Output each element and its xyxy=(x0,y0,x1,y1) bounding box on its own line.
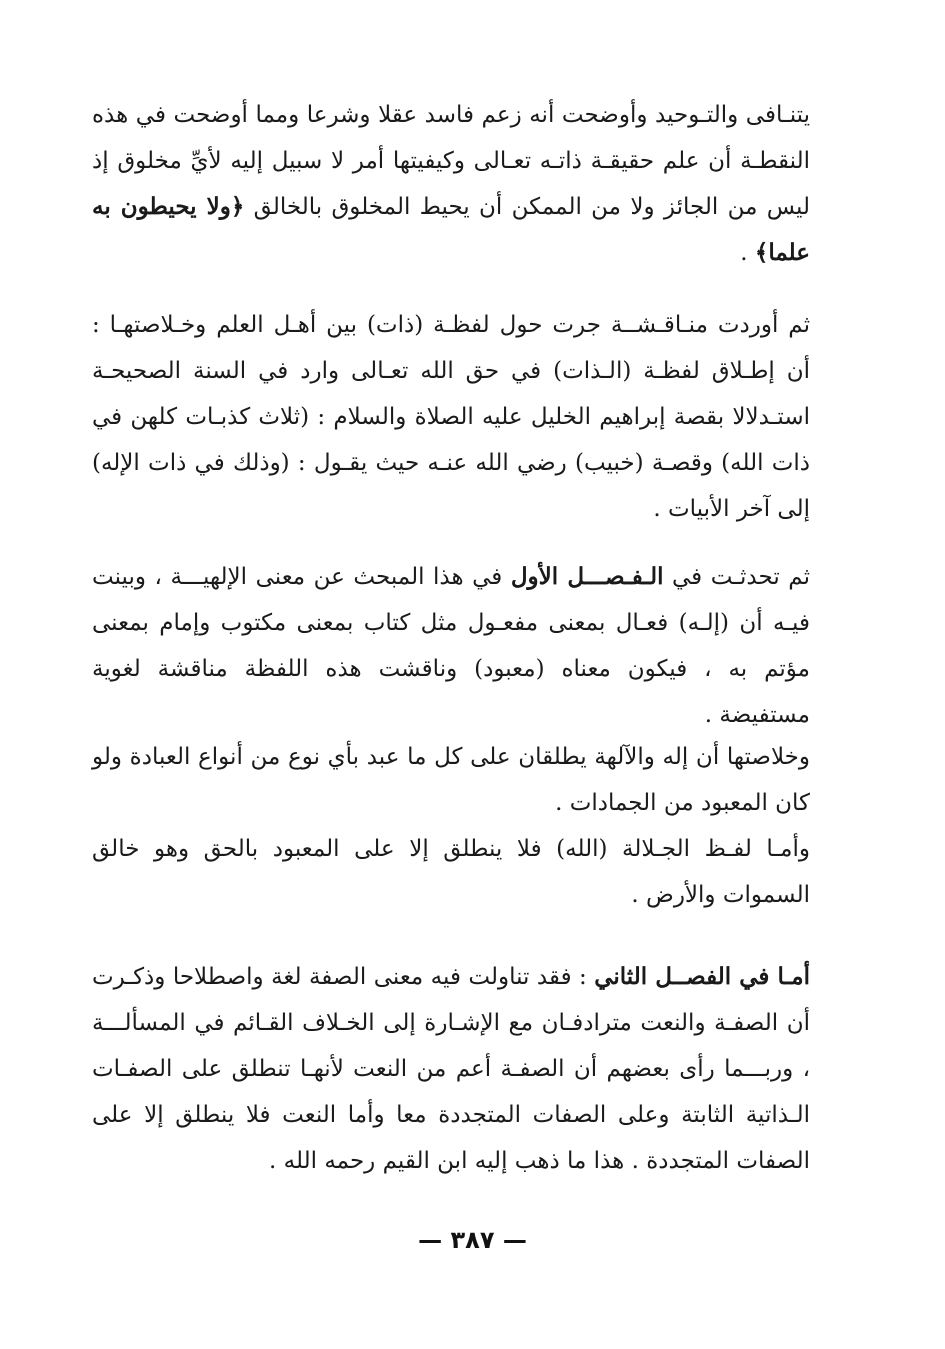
paragraph-end: . xyxy=(740,240,755,266)
paragraph-allah-word xyxy=(92,826,810,918)
chapter-heading: الـفـصـــل الأول xyxy=(510,563,664,590)
paragraph-first-chapter xyxy=(92,554,810,738)
page-number: — ٣٨٧ — xyxy=(418,1226,527,1254)
paragraph-second-chapter xyxy=(92,954,810,1184)
paragraph-dhat-discussion xyxy=(92,302,810,532)
paragraph-tawhid xyxy=(92,92,810,276)
paragraph-text: ثم أوردت منـاقـشــة جرت حول لفظـة (ذات) بين أهـل العلم وخـلاصتهـا : أن إطـلاق لفظـة (الـذات) في حق الله تعـالى وارد في السنة الصحيحـة استـدلالا بقصة إبراهيم الخليل عليه الصلاة والسلام : (ثلاث كذبـات كلهن في ذات الله) وقصـة (خبيب) رضي الله عنـه حيث يقـول : (وذلك في ذات الإله) إلى آخر الأبيات . xyxy=(92,312,810,522)
paragraph-text: وخلاصتها أن إله والآلهة يطلقان على كل ما عبد بأي نوع من أنواع العبادة ولو كان المعبود من الجمادات . xyxy=(92,744,810,816)
chapter-heading: أمـا في الفصــل الثاني xyxy=(594,963,810,990)
quran-quote: ﴿ولا يحيطون به علما﴾ xyxy=(92,193,810,266)
paragraph-summary xyxy=(92,734,810,826)
paragraph-text: ثم تحدثـت في xyxy=(663,564,810,590)
paragraph-text-rest: : فقد تناولت فيه معنى الصفة لغة واصطلاحا وذكـرت أن الصفـة والنعت مترادفـان مع الإشـارة إلى الخـلاف القـائم في المسألـــة ، وربـــما رأى بعضهم أن الصفـة أعم من النعت لأنهـا تنطلق على الصفـات الـذاتية الثابتة وعلى الصفات المتجددة معا وأما النعت فلا ينطلق إلا على الصفات المتجددة . هذا ما ذهب إليه ابن القيم رحمه الله . xyxy=(92,964,810,1174)
paragraph-text: وأمـا لفـظ الجـلالة (الله) فلا ينطلق إلا على المعبود بالحق وهو خالق السموات والأرض . xyxy=(92,836,810,908)
paragraph-text: يتنـافى والتـوحيد وأوضحت أنه زعم فاسد عقلا وشرعا ومما أوضحت في هذه النقطـة أن علم حقيقـة ذاتـه تعـالى وكيفيتها أمر لا سبيل إليه لأيِّ مخلوق إذ ليس من الجائز ولا من الممكن أن يحيط المخلوق بالخالق xyxy=(92,102,811,220)
paragraph-text-rest: في هذا المبحث عن معنى الإلهيـــة ، وبينت فيـه أن (إلـه) فعـال بمعنى مفعـول مثل كتاب بمعنى مكتوب وإمام بمعنى مؤتم به ، فيكون معناه (معبود) وناقشت هذه اللفظة مناقشة لغوية مستفيضة . xyxy=(92,564,810,728)
